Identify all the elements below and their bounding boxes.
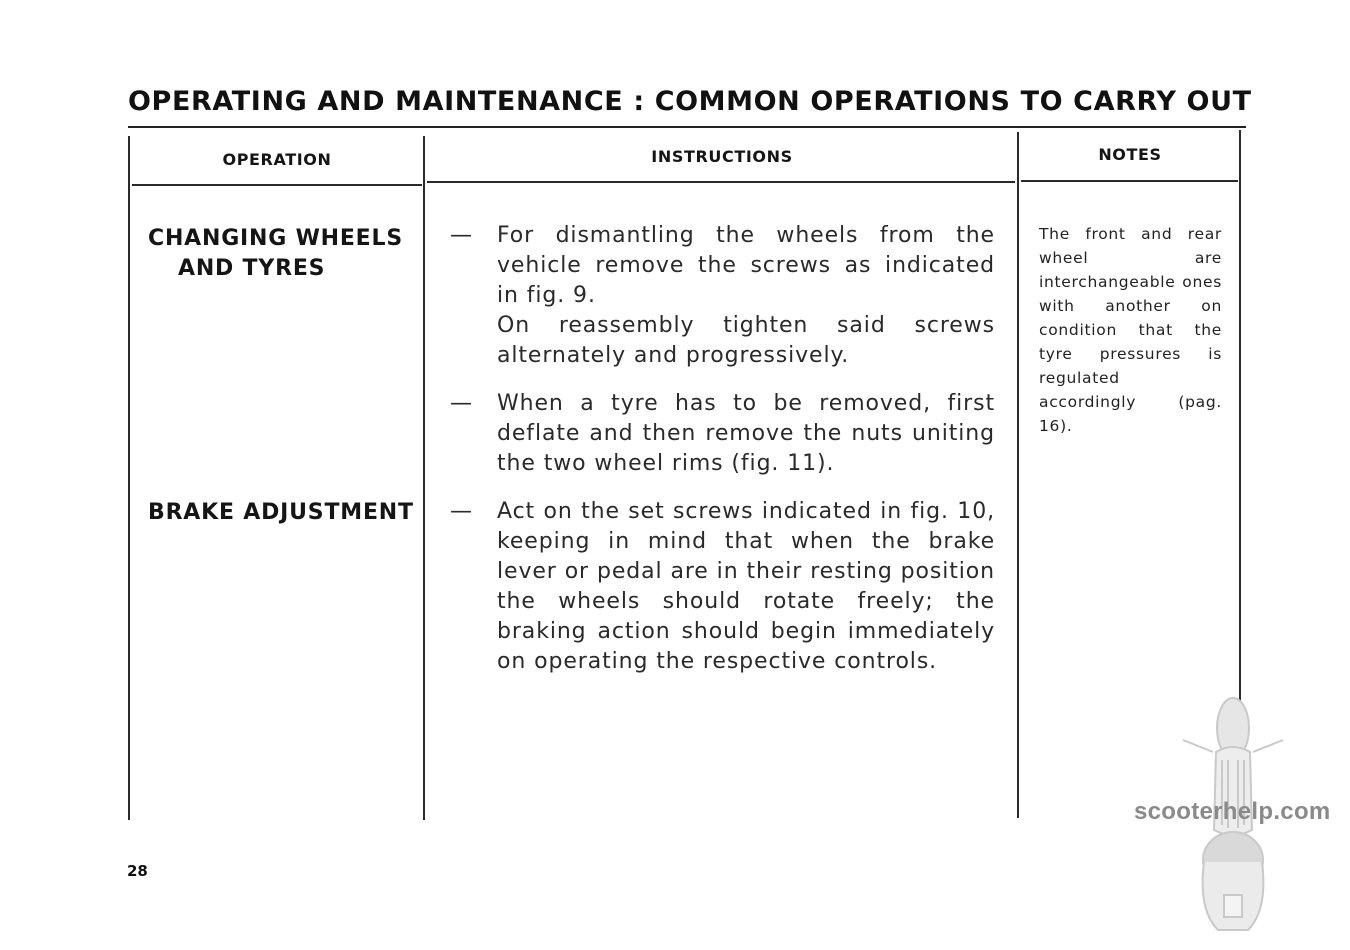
list-dash: — [450,391,473,416]
operation-changing-wheels [148,224,403,284]
instruction-item [450,311,995,371]
instruction-block-brake [450,497,995,677]
instruction-item [450,221,995,311]
column-header-operation: OPERATION [222,150,332,169]
table-divider-notes [1017,132,1019,818]
operation-brake-adjustment: BRAKE ADJUSTMENT [148,500,414,525]
list-dash [450,311,497,371]
instruction-text: When a tyre has to be removed, first deflate and then remove the nuts uniting the two wheel rims (fig. 11). [497,391,995,476]
list-dash: — [450,223,473,248]
table-border-left [128,136,130,820]
table-border-right [1239,130,1241,710]
instruction-text: For dismantling the wheels from the vehicle remove the screws as indicated in fig. 9. [497,223,995,308]
column-header-notes: NOTES [1098,145,1162,164]
watermark-text: scooterhelp.com [1134,798,1331,825]
table-divider-operation [423,136,425,820]
operation-label-line: CHANGING WHEELS [148,226,403,251]
instruction-item [450,389,995,479]
list-dash: — [450,499,473,524]
instruction-text: Act on the set screws indicated in fig. 10, keeping in mind that when the brake lever or pedal are in their resting position the wheels should rotate freely; the braking action should begin immediately on operating the respective controls. [497,499,995,674]
instruction-block-wheels [450,221,995,479]
notes-text: The front and rear wheel are interchangeable ones with another on condition that the tyre pressures is regulated accordingly (pag. 16). [1039,225,1222,435]
column-header-instructions: INSTRUCTIONS [651,147,793,166]
operation-label-line: AND TYRES [178,256,326,281]
instruction-text: On reassembly tighten said screws alternately and progressively. [497,313,995,368]
header-rule-instructions [427,181,1015,183]
header-rule-operation [132,184,422,186]
header-rule-notes [1021,180,1238,182]
page-number: 28 [127,862,148,880]
page-title: OPERATING AND MAINTENANCE : COMMON OPERATIONS TO CARRY OUT [128,86,1252,117]
instruction-item [450,497,995,677]
title-underline [128,126,1246,128]
